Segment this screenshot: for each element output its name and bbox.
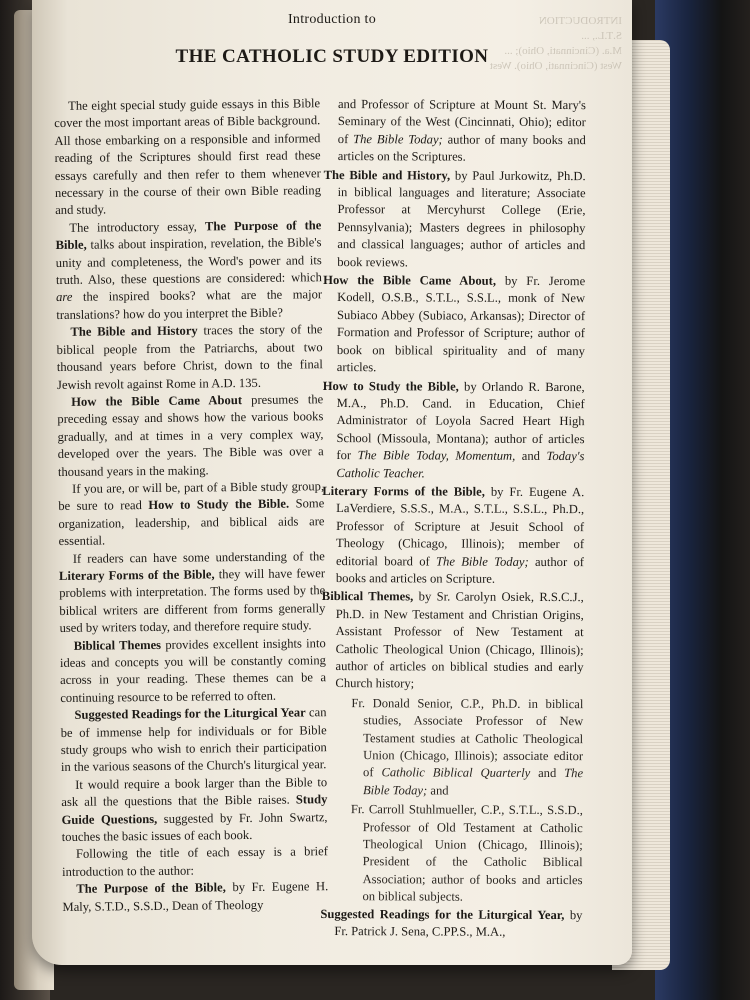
- paragraph-text: can be of immense help for individuals or for Bible study groups who wish to enrich their participation in the various seasons of the Church's liturgical year.: [60, 705, 327, 775]
- paragraph-text: It would require a book larger than the Bible to ask all the questions that the Bible raises.: [61, 775, 328, 810]
- page-kicker: Introduction to: [287, 12, 377, 27]
- author-entry: [323, 167, 585, 273]
- paragraph-text: by Fr. Patrick J. Sena, C.PP.S., M.A.,: [334, 907, 583, 939]
- paragraph-text: provides excellent insights into ideas and concepts you will be constantly coming across in your reading. These themes can be a continuing resource to be referred to often.: [59, 635, 327, 705]
- author-entry: [323, 272, 585, 378]
- bleed-heading: INTRODUCTION: [538, 15, 622, 27]
- paragraph-text: traces the story of the biblical people from the Patriarchs, about two thousand years before Christ, down to the final Jewish revolt against Rome in A.D. 135.: [56, 322, 323, 392]
- paragraph-text: author of books and articles on Scripture.: [335, 554, 585, 586]
- paragraph-text: Fr. Donald Senior, C.P., Ph.D. in biblical studies, Associate Professor of New Testament studies at Catholic Theological Union (Chicago, Illinois); associate editor of: [351, 695, 584, 780]
- essay-title: Suggested Readings for the Liturgical Year,: [320, 906, 565, 922]
- publication-title: The Bible Today, Momentum,: [357, 448, 516, 463]
- paragraph-text: by Fr. Eugene A. LaVerdiere, S.S.S., M.A., S.T.L., S.S.L., Ph.D., Professor of Scripture at Jesuit School of Theology (Chicago, Illinois); member of editorial board of: [335, 484, 585, 569]
- publication-title: The Bible Today;: [436, 554, 529, 569]
- paragraph-text: talks about inspiration, revelation, the Bible's unity and completeness, the Word's power and its truth. Also, these questions are considered: which: [55, 235, 322, 288]
- right-column: [320, 96, 586, 942]
- author-entry-continued: [324, 96, 586, 167]
- author-entry: [322, 377, 584, 483]
- left-column: [54, 95, 329, 916]
- essay-title: The Purpose of the Bible,: [55, 218, 322, 253]
- paragraph-text: and Professor of Scripture at Mount St. Mary's Seminary of the West (Cincinnati, Ohio); editor of: [337, 97, 586, 146]
- publication-title: Catholic Biblical Quarterly: [381, 765, 531, 781]
- paragraph-text: If readers can have some understanding of the: [72, 548, 325, 566]
- paragraph: [61, 774, 328, 846]
- essay-title: Literary Forms of the Bible,: [58, 567, 215, 583]
- essay-title: Biblical Themes: [73, 637, 162, 653]
- paragraph-text: presumes the preceding essay and shows how the various books gradually, and at times in a very complex way, developed over the years. The Bible was over a thousand years in the making.: [57, 392, 324, 479]
- paragraph: [58, 478, 325, 550]
- paragraph: [54, 95, 321, 220]
- paragraph-text: by Fr. Jerome Kodell, O.S.B., S.T.L., S.S.L., monk of New Subiaco Abbey (Subiaco, Arkansas); Director of Formation and Professor of Scripture; author of book on biblical spirituality and of many articles.: [336, 273, 586, 375]
- paragraph-text: and: [530, 766, 565, 781]
- author-sub-entry: [320, 801, 582, 907]
- paragraph-text: Following the title of each essay is a brief introduction to the author:: [62, 844, 328, 879]
- paragraph-text: by Fr. Eugene H. Maly, S.T.D., S.S.D., Dean of Theology: [62, 879, 329, 914]
- paragraph-text: suggested by Fr. John Swartz, touches the basic issues of each book.: [61, 809, 328, 845]
- paragraph-text: by Sr. Carolyn Osiek, R.S.C.J., Ph.D. in New Testament and Christian Origins, Assistant Professor of New Testament at Catholic Theological Union (Chicago, Illinois); author of articles on biblical studies and early Church history;: [335, 589, 584, 691]
- paragraph: [55, 217, 322, 324]
- paragraph-text: If you are, or will be, part of a Bible study group, be sure to read: [58, 479, 325, 514]
- paragraph-text: The eight special study guide essays in this Bible cover the most important areas of Bible background. All those embarking on a responsible and informed reading of the Scriptures should first read these essays carefully and then refer to them whenever necessary in the course of their own Bible reading and study.: [54, 96, 322, 218]
- essay-title: How to Study the Bible,: [322, 378, 459, 394]
- author-entry: [320, 906, 582, 942]
- essay-title: How to Study the Bible.: [148, 496, 290, 513]
- paragraph: [62, 844, 328, 882]
- paragraph-text: and: [515, 448, 547, 464]
- publication-title: Today's Catholic Teacher.: [336, 449, 585, 480]
- essay-title: The Bible and History: [70, 323, 198, 340]
- bleed-line: West (Cincinnati, Ohio). West: [489, 60, 622, 72]
- essay-title: The Purpose of the Bible,: [76, 880, 226, 897]
- publication-title: The Bible Today;: [353, 131, 443, 147]
- paragraph: [59, 548, 326, 638]
- paragraph-text: Fr. Carroll Stuhlmueller, C.P., S.T.L., S.S.D., Professor of Old Testament at Catholic Theological Union (Chicago, Illinois); President of the Catholic Biblical Association; author of books and articles on biblical subjects.: [350, 802, 583, 904]
- paragraph-text: The introductory essay,: [69, 219, 205, 235]
- essay-title: The Bible and History,: [323, 167, 451, 183]
- paragraph-text: and: [427, 783, 449, 798]
- paragraph-text: author of many books and articles on the Scriptures.: [337, 132, 586, 164]
- paragraph: [62, 878, 328, 916]
- paragraph: [56, 321, 323, 393]
- paragraph-text: Some organization, leadership, and biblical aids are essential.: [58, 496, 325, 549]
- page-title: THE CATHOLIC STUDY EDITION: [175, 46, 489, 67]
- book-page: [32, 0, 632, 965]
- paragraph-text: by Orlando R. Barone, M.A., Ph.D. Cand. in Education, Chief Administrator of Loyola Sacred Heart High School (Missoula, Montana); author of articles for: [336, 379, 585, 463]
- author-sub-entry: [321, 695, 583, 801]
- paragraph-text: the inspired books? what are the major translations? how do you interpret the Bible?: [56, 287, 323, 322]
- essay-title: How the Bible Came About,: [323, 273, 497, 288]
- essay-title: How the Bible Came About: [71, 392, 243, 409]
- essay-title: Literary Forms of the Bible,: [322, 483, 485, 499]
- essay-title: Suggested Readings for the Liturgical Year: [74, 705, 306, 723]
- essay-title: Study Guide Questions,: [61, 792, 328, 827]
- paragraph-text: by Paul Jurkowitz, Ph.D. in biblical languages and literature; Associate Professor at Mercyhurst College (Erie, Pennsylvania); Masters degrees in philosophy and classical languages; author of articles and book reviews.: [337, 168, 586, 270]
- essay-title: Biblical Themes,: [321, 589, 414, 604]
- publication-title: The Bible Today;: [362, 766, 584, 798]
- paragraph: [57, 391, 324, 481]
- author-entry: [322, 483, 584, 589]
- paragraph: [60, 704, 327, 776]
- paragraph-text: they will have fewer problems with interpretation. The forms used by the biblical writers are different from forms generally used by writers today, and therefore require study.: [59, 566, 326, 636]
- author-entry: [321, 588, 583, 694]
- bleed-line: S.T.L., ...: [581, 30, 622, 42]
- paragraph: [60, 635, 327, 707]
- emphasis-text: are: [56, 290, 73, 305]
- bleed-line: M.a. (Cincinnati, Ohio); ...: [504, 45, 622, 57]
